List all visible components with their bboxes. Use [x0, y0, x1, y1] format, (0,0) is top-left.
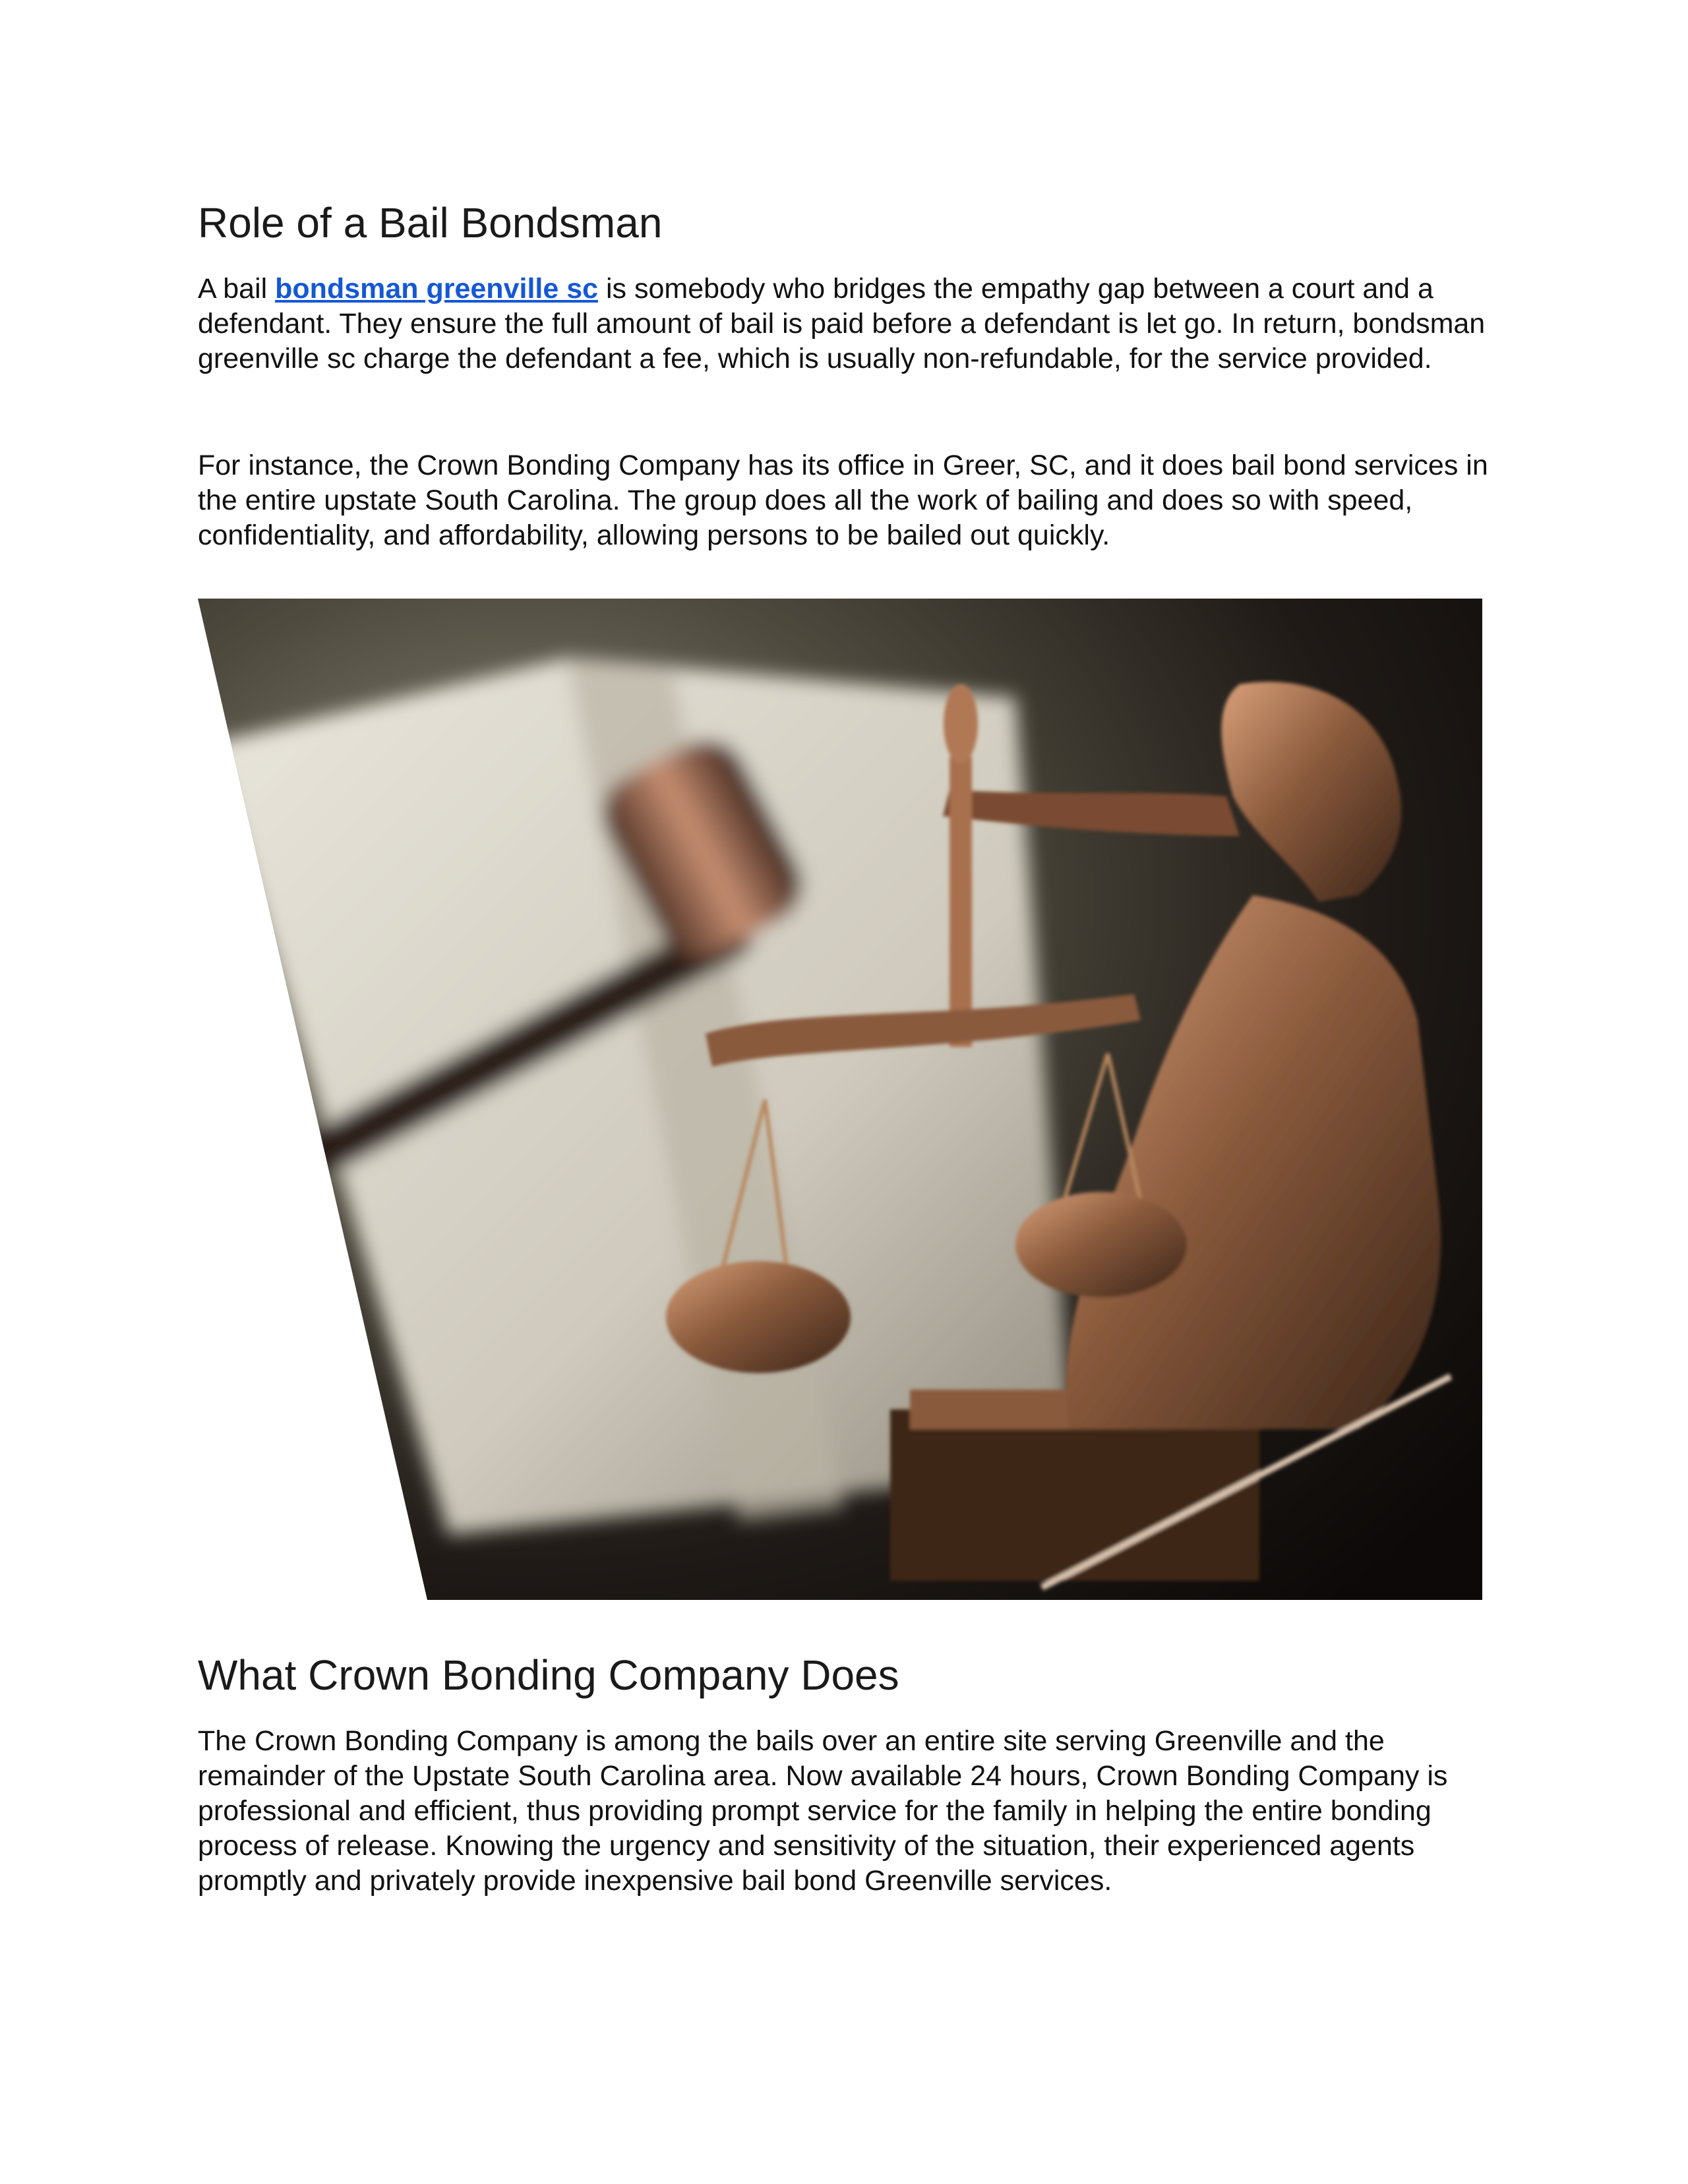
paragraph-text-end: is somebody who bridges the empathy gap between a court and a defendant. They ensure the full amount of bail is paid before a defendant is let go. In return, bondsman greenville sc charge the defendant a fee, which is usually non-refundable, for the service provided.	[198, 273, 1486, 374]
heading-role-of-bail-bondsman: Role of a Bail Bondsman	[198, 199, 663, 247]
paragraph-role-description	[198, 272, 1490, 376]
paragraph-crown-bonding-example: For instance, the Crown Bonding Company has its office in Greer, SC, and it does bail bond services in the entire upstate South Carolina. The group does all the work of bailing and does so with speed, confidentiality, and affordability, allowing persons to be bailed out quickly.	[198, 450, 1488, 551]
heading-what-crown-bonding-does: What Crown Bonding Company Does	[198, 1651, 899, 1699]
paragraph-crown-bonding-services: The Crown Bonding Company is among the bails over an entire site serving Greenville and the remainder of the Upstate South Carolina area. Now available 24 hours, Crown Bonding Company is professional and efficient, thus providing prompt service for the family in helping the entire bonding process of release. Knowing the urgency and sensitivity of the situation, their experienced agents promptly and privately provide inexpensive bail bond Greenville services.	[198, 1725, 1448, 1897]
bondsman-greenville-link[interactable]: bondsman greenville sc	[275, 273, 599, 305]
lady-justice-gavel-photo	[198, 599, 1482, 1600]
paragraph-text-start: A bail	[198, 273, 276, 305]
